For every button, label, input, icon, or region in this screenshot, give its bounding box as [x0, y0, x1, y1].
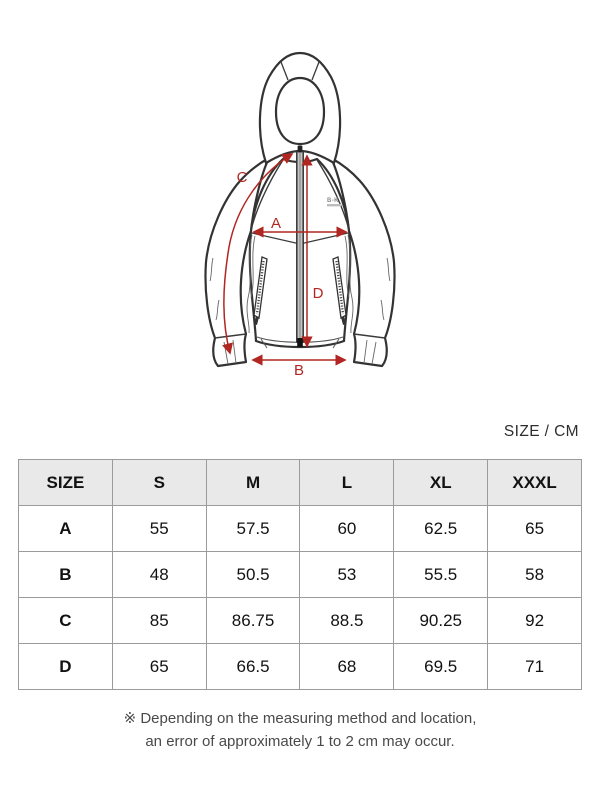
- disclaimer-line-1: ※ Depending on the measuring method and location,: [123, 710, 477, 727]
- row-label: C: [19, 598, 113, 644]
- table-row-c: [19, 598, 582, 644]
- table-cell: 58: [488, 552, 582, 598]
- table-row-d: [19, 644, 582, 690]
- measurement-disclaimer: [0, 707, 600, 754]
- table-header-row: [19, 460, 582, 506]
- table-cell: 88.5: [300, 598, 394, 644]
- measure-label-c: C: [236, 169, 248, 186]
- table-row-b: [19, 552, 582, 598]
- header-cell-s: S: [112, 460, 206, 506]
- table-cell: 50.5: [206, 552, 300, 598]
- front-zipper: [297, 146, 303, 348]
- header-cell-xxxl: XXXL: [488, 460, 582, 506]
- table-cell: 60: [300, 506, 394, 552]
- table-cell: 90.25: [394, 598, 488, 644]
- measure-label-a: A: [270, 215, 282, 232]
- measure-label-b: B: [293, 362, 305, 379]
- zipper-pull: [298, 146, 303, 153]
- unit-caption: SIZE / CM: [503, 423, 579, 440]
- header-cell-xl: XL: [394, 460, 488, 506]
- header-cell-size: SIZE: [19, 460, 113, 506]
- size-chart-table: [18, 459, 582, 690]
- table-cell: 86.75: [206, 598, 300, 644]
- table-cell: 66.5: [206, 644, 300, 690]
- row-label: A: [19, 506, 113, 552]
- header-cell-m: M: [206, 460, 300, 506]
- svg-text:B-K: B-K: [327, 198, 339, 204]
- table-cell: 55: [112, 506, 206, 552]
- table-cell: 85: [112, 598, 206, 644]
- table-cell: 62.5: [394, 506, 488, 552]
- header-cell-l: L: [300, 460, 394, 506]
- row-label: B: [19, 552, 113, 598]
- table-cell: 68: [300, 644, 394, 690]
- zipper-stop: [297, 338, 303, 347]
- table-cell: 48: [112, 552, 206, 598]
- table-cell: 65: [488, 506, 582, 552]
- table-cell: 55.5: [394, 552, 488, 598]
- table-cell: 69.5: [394, 644, 488, 690]
- table-cell: 57.5: [206, 506, 300, 552]
- table-cell: 92: [488, 598, 582, 644]
- disclaimer-line-2: an error of approximately 1 to 2 cm may occur.: [145, 733, 455, 751]
- hood-face-opening: [276, 78, 324, 144]
- row-label: D: [19, 644, 113, 690]
- table-row-a: [19, 506, 582, 552]
- table-cell: 53: [300, 552, 394, 598]
- measure-label-d: D: [312, 285, 324, 302]
- table-cell: 71: [488, 644, 582, 690]
- table-cell: 65: [112, 644, 206, 690]
